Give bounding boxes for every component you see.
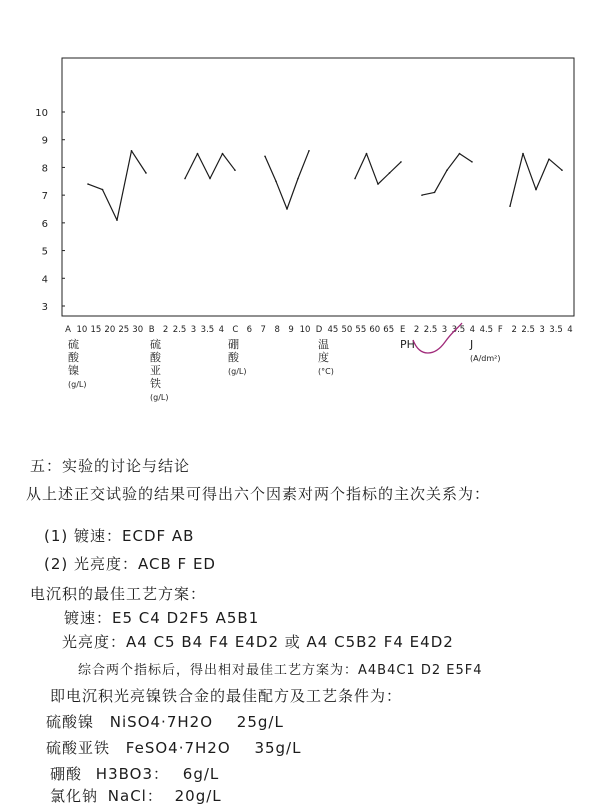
best-speed: 镀速：E5 C4 D2F5 A5B1 bbox=[64, 609, 260, 627]
formula-intro: 即电沉积光亮镍铁合金的最佳配方及工艺条件为： bbox=[50, 687, 403, 705]
data-point bbox=[354, 178, 356, 180]
y-tick-label: 8 bbox=[41, 163, 48, 175]
group-label-A: 酸 bbox=[68, 351, 79, 364]
group-label-C: 酸 bbox=[228, 351, 239, 364]
x-tick-label: 3 bbox=[190, 325, 197, 335]
formula-name: 氯化钠 bbox=[50, 787, 99, 805]
data-point bbox=[102, 189, 104, 191]
x-tick-label: D bbox=[315, 325, 323, 335]
data-point bbox=[400, 161, 402, 163]
group-label-F: (A/dm²) bbox=[470, 354, 501, 363]
data-point bbox=[561, 169, 563, 171]
x-tick-label: 20 bbox=[104, 325, 116, 335]
data-point bbox=[145, 172, 147, 174]
combined-result: 综合两个指标后，得出相对最佳工艺方案为：A4B4C1 D2 E5F4 bbox=[78, 663, 483, 678]
x-tick-label: 60 bbox=[369, 325, 381, 335]
group-label-B: 硫 bbox=[150, 338, 161, 351]
x-tick-label: 6 bbox=[246, 325, 252, 335]
data-point bbox=[197, 153, 199, 155]
x-tick-label: 15 bbox=[90, 325, 102, 335]
x-tick-label: C bbox=[232, 325, 239, 335]
data-point bbox=[297, 178, 299, 180]
data-point bbox=[548, 158, 550, 160]
formula-amount: 25g/L bbox=[236, 713, 284, 731]
data-point bbox=[87, 183, 89, 185]
group-label-A: 镍 bbox=[68, 364, 79, 377]
group-label-C: (g/L) bbox=[228, 367, 247, 376]
x-tick-label: A bbox=[65, 325, 71, 335]
formula-amount: 6g/L bbox=[182, 765, 220, 783]
formula-row bbox=[50, 785, 222, 806]
data-point bbox=[222, 153, 224, 155]
data-point bbox=[131, 150, 133, 152]
x-tick-label: 3.5 bbox=[200, 325, 215, 335]
best-heading: 电沉积的最佳工艺方案： bbox=[30, 585, 207, 603]
series-line-B bbox=[185, 154, 235, 179]
formula-name: 硼酸 bbox=[50, 765, 83, 783]
x-tick-label: 4 bbox=[218, 325, 225, 335]
formula-compound: NaCl： bbox=[107, 787, 163, 805]
group-label-B: 铁 bbox=[150, 377, 161, 390]
x-tick-label: 2.5 bbox=[172, 325, 187, 335]
y-tick-label: 6 bbox=[41, 218, 48, 230]
x-tick-label: 30 bbox=[132, 325, 144, 335]
data-point bbox=[286, 208, 288, 210]
formula-amount: 35g/L bbox=[254, 739, 302, 757]
x-tick-label: B bbox=[148, 325, 155, 335]
group-label-D: (°C) bbox=[318, 367, 334, 376]
group-label-C: 硼 bbox=[228, 338, 239, 351]
x-tick-label: 8 bbox=[274, 325, 280, 335]
data-point bbox=[116, 219, 118, 221]
chart-frame bbox=[62, 58, 574, 316]
y-tick-label: 10 bbox=[35, 108, 48, 119]
x-tick-label: 10 bbox=[76, 325, 88, 335]
data-point bbox=[421, 194, 423, 196]
y-tick-label: 9 bbox=[41, 135, 48, 147]
group-label-B: 酸 bbox=[150, 351, 161, 364]
y-tick-label: 4 bbox=[41, 274, 48, 286]
group-label-D: 温 bbox=[318, 338, 329, 351]
x-axis-ticks bbox=[65, 325, 573, 335]
x-tick-label: 7 bbox=[260, 325, 266, 335]
y-axis-ticks bbox=[35, 108, 65, 313]
data-point bbox=[471, 161, 473, 163]
x-tick-label: 3 bbox=[441, 325, 448, 335]
intro-text: 从上述正交试验的结果可得出六个因素对两个指标的主次关系为： bbox=[26, 485, 491, 503]
x-tick-label: 3 bbox=[539, 325, 545, 335]
y-tick-label: 7 bbox=[41, 191, 48, 203]
formula-name: 硫酸镍 bbox=[46, 713, 95, 731]
group-label-B: (g/L) bbox=[150, 393, 169, 402]
formula-compound: H3BO3： bbox=[95, 765, 169, 783]
data-point bbox=[184, 178, 186, 180]
group-label-A: (g/L) bbox=[68, 380, 87, 389]
formula-name: 硫酸亚铁 bbox=[46, 739, 111, 757]
group-label-F: J bbox=[470, 338, 474, 351]
x-tick-label: 2.5 bbox=[521, 325, 535, 335]
x-tick-label: F bbox=[497, 325, 503, 335]
group-label-B: 亚 bbox=[150, 364, 161, 377]
formula-row bbox=[50, 763, 219, 784]
group-label-E: PH bbox=[400, 338, 415, 351]
series-line-D bbox=[355, 154, 401, 185]
data-point bbox=[535, 189, 537, 191]
x-tick-label: 25 bbox=[118, 325, 130, 335]
data-point bbox=[459, 153, 461, 155]
item-brightness: (2) 光亮度：ACB F ED bbox=[44, 555, 216, 573]
y-tick-label: 5 bbox=[41, 246, 48, 258]
x-tick-label: 10 bbox=[299, 325, 311, 335]
formula-compound: NiSO4·7H2O bbox=[109, 713, 213, 731]
group-label-D: 度 bbox=[318, 351, 329, 364]
data-point bbox=[234, 169, 236, 171]
y-tick-label: 3 bbox=[41, 302, 48, 313]
x-tick-label: E bbox=[399, 325, 406, 335]
x-tick-label: 2.5 bbox=[423, 325, 438, 335]
x-tick-label: 3.5 bbox=[549, 325, 563, 335]
x-tick-label: 2 bbox=[162, 325, 169, 335]
formula-amount: 20g/L bbox=[174, 787, 222, 805]
data-point bbox=[446, 169, 448, 171]
data-point bbox=[377, 183, 379, 185]
x-tick-label: 65 bbox=[383, 325, 395, 335]
series-line-F bbox=[510, 154, 562, 207]
data-point bbox=[308, 150, 310, 152]
series-line-A bbox=[88, 151, 146, 220]
series-line-E bbox=[422, 154, 472, 196]
x-tick-label: 55 bbox=[355, 325, 367, 335]
formula-row bbox=[46, 711, 284, 732]
data-lines bbox=[87, 150, 563, 221]
x-tick-label: 4 bbox=[567, 325, 573, 335]
x-tick-label: 4 bbox=[469, 325, 476, 335]
x-tick-label: 4.5 bbox=[479, 325, 494, 335]
data-point bbox=[522, 153, 524, 155]
data-point bbox=[366, 153, 368, 155]
data-point bbox=[275, 180, 277, 182]
data-point bbox=[389, 172, 391, 174]
data-point bbox=[509, 205, 511, 207]
group-labels bbox=[68, 337, 501, 402]
data-point bbox=[434, 192, 436, 194]
series-line-C bbox=[265, 151, 309, 209]
x-tick-label: 2 bbox=[511, 325, 517, 335]
best-brightness: 光亮度：A4 C5 B4 F4 E4D2 或 A4 C5B2 F4 E4D2 bbox=[62, 633, 454, 651]
data-point bbox=[209, 178, 211, 180]
x-tick-label: 2 bbox=[413, 325, 420, 335]
data-point bbox=[264, 156, 266, 158]
item-plating-speed: (1) 镀速：ECDF AB bbox=[44, 527, 195, 545]
x-tick-label: 45 bbox=[327, 325, 339, 335]
formula-compound: FeSO4·7H2O bbox=[125, 739, 231, 757]
x-tick-label: 9 bbox=[288, 325, 294, 335]
formula-row bbox=[46, 737, 301, 758]
x-tick-label: 50 bbox=[341, 325, 353, 335]
section-title: 五：实验的讨论与结论 bbox=[30, 457, 191, 475]
x-tick-label: 3.5 bbox=[451, 325, 466, 335]
group-label-A: 硫 bbox=[68, 338, 79, 351]
